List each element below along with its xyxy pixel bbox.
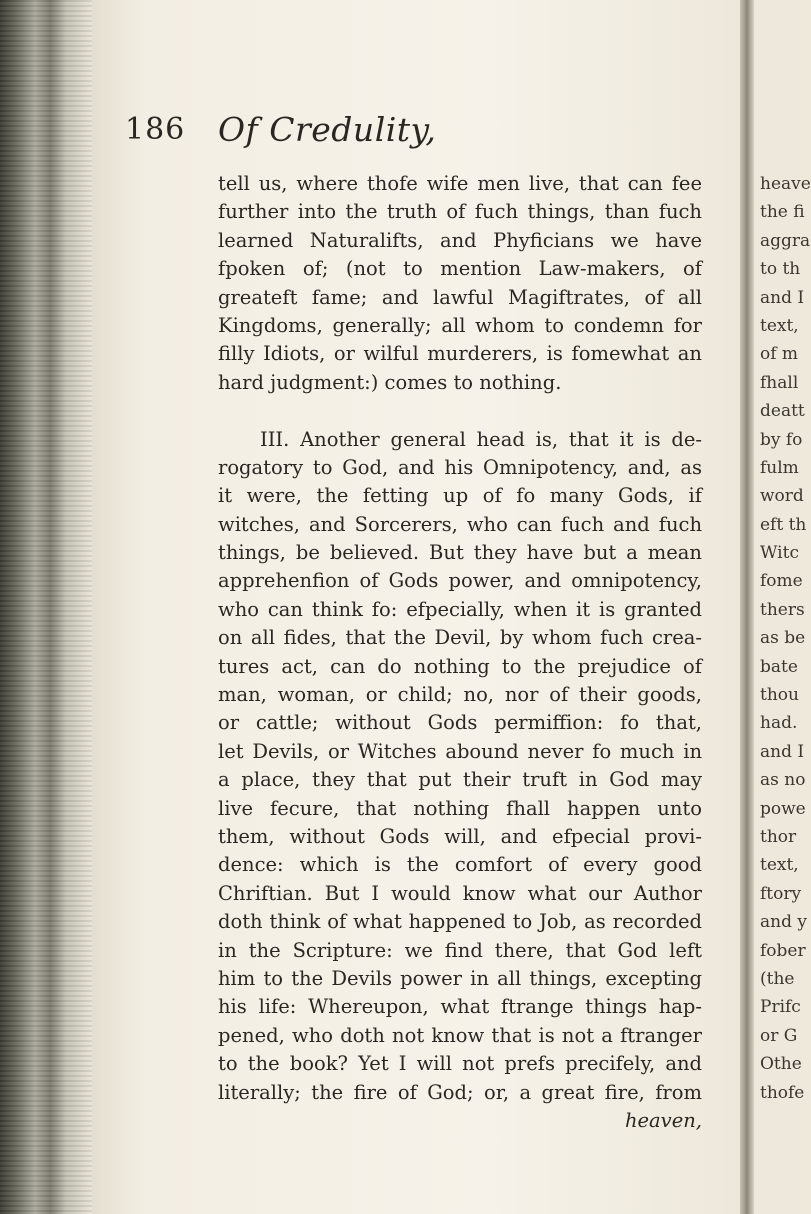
facing-line: heave [760,174,811,194]
facing-line: Othe [760,1054,802,1075]
facing-line: powe [760,798,806,819]
text-line: them, without Gods will, and efpecial provi- [218,824,702,848]
facing-line: word [760,486,804,507]
facing-line: fome [760,571,803,592]
facing-line: thou [760,685,799,706]
text-line: dence: which is the comfort of every good [218,853,702,877]
facing-page-edge [754,0,811,1214]
facing-line: thor [760,826,797,847]
facing-line: as be [760,628,806,649]
facing-line: text, [760,855,799,876]
text-line: III. Another general head is, that it is de- [260,427,702,451]
facing-line: and I [760,741,805,762]
facing-line: as no [760,770,806,791]
facing-line: fober [760,940,806,961]
facing-line: thofe [760,1082,805,1103]
text-line: him to the Devils power in all things, excepting [218,966,702,990]
running-head: Of Credulity, [218,110,437,149]
text-line: apprehenfion of Gods power, and omnipotency, [218,569,702,593]
text-line: who can think fo: efpecially, when it is granted [218,597,702,621]
text-line: Kingdoms, generally; all whom to condemn for [218,313,702,337]
text-line: learned Naturalifts, and Phyficians we have [218,228,702,252]
facing-page-text [760,170,811,1107]
facing-line: by fo [760,429,803,450]
text-line: let Devils, or Witches abound never fo much in [218,739,702,763]
facing-line: to th [760,259,801,280]
text-line: in the Scripture: we find there, that God left [218,938,702,962]
text-line: hard judgment:) comes to nothing. [218,370,562,394]
facing-line: bate [760,656,798,677]
facing-line: Witc [760,543,799,564]
facing-line: or G [760,1025,798,1046]
page-number: 186 [125,112,186,147]
text-line: witches, and Sorcerers, who can fuch and fuch [218,512,702,536]
facing-line: the fi [760,202,805,223]
page-gutter [740,0,754,1214]
text-line: to the book? Yet I will not prefs precifely, and [218,1052,702,1076]
facing-line: ftory [760,883,802,904]
facing-line: eft th [760,514,807,535]
facing-line: and y [760,912,807,933]
text-line: live fecure, that nothing fhall happen unto [218,796,702,820]
text-line: fpoken of; (not to mention Law-makers, of [218,257,702,281]
text-line: filly Idiots, or wilful murderers, is fomewhat an [218,342,702,366]
facing-line: deatt [760,401,805,422]
text-line: it were, the fetting up of fo many Gods, if [218,484,702,508]
facing-line: Prifc [760,997,801,1018]
facing-line: of m [760,344,799,365]
catchword: heaven, [624,1108,702,1132]
text-line: on all fides, that the Devil, by whom fuch crea- [218,626,702,650]
text-line: further into the truth of fuch things, than fuch [218,200,702,224]
text-line: tures act, can do nothing to the prejudice of [218,654,702,678]
facing-line: text, [760,315,799,336]
text-line: a place, they that put their truft in God may [218,768,702,792]
text-line: man, woman, or child; no, nor of their goods, [218,683,702,707]
text-line: doth think of what happened to Job, as recorded [218,910,702,934]
text-line: literally; the fire of God; or, a great fire, from [218,1080,702,1104]
paragraph-gap [218,397,702,425]
text-line: Chriftian. But I would know what our Author [218,881,702,905]
facing-line: and I [760,287,805,308]
book-binding [0,0,92,1214]
facing-line: had. [760,713,798,734]
facing-line: (the [760,968,795,989]
body-text [218,170,702,1135]
text-line: rogatory to God, and his Omnipotency, and, as [218,455,702,479]
text-line: his life: Whereupon, what ftrange things hap- [218,995,702,1019]
text-line: pened, who doth not know that is not a ftranger [218,1023,702,1047]
text-line: things, be believed. But they have but a mean [218,541,702,565]
facing-line: thers [760,599,805,620]
facing-line: aggra [760,230,811,251]
text-line: or cattle; without Gods permiffion: fo that, [218,711,702,735]
facing-line: fulm [760,457,799,478]
text-line: greateft fame; and lawful Magiftrates, of all [218,285,702,309]
facing-line: fhall [760,372,799,393]
text-line: tell us, where thofe wife men live, that can fee [218,172,702,195]
